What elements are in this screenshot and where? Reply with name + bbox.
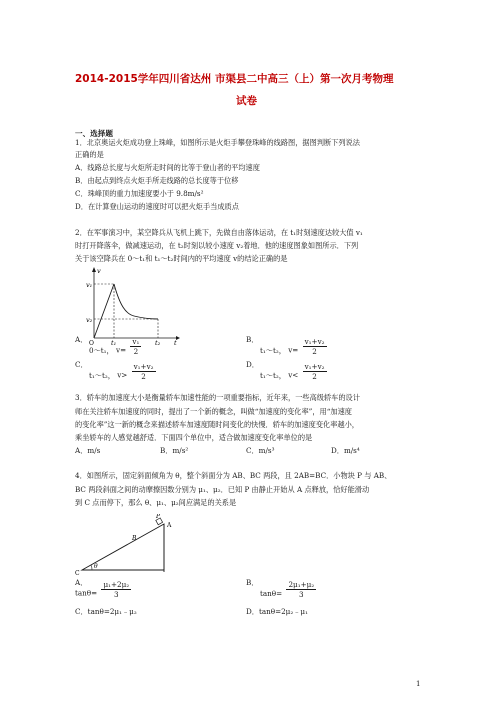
q1-option-c: C．珠峰顶的重力加速度要小于 9.8m/s²	[75, 189, 204, 198]
q1-option-d: D．在计算登山运动的速度时可以把火炬手当成质点	[75, 202, 239, 211]
q2-option-c-range: t₁～t₂，	[89, 370, 115, 380]
q2-option-d-fraction	[303, 362, 327, 381]
q2-stem-line1: 2．在军事演习中，某空降兵从飞机上跳下，先做自由落体运动，在 t₁时刻速度达较大值 v₁	[75, 228, 363, 237]
q2-stem-line3: 关于该空降兵在 0～t₁和 t₁～t₂时间内的平均速度 v的结论正确的是	[75, 254, 288, 263]
q2-option-d-num: v₁+v₂	[304, 362, 325, 371]
q3-stem-line1: 3．轿车的加速度大小是衡量轿车加速性能的一项重要指标，近年来，一些高级轿车的设计	[75, 393, 360, 402]
q4-option-c: C．tanθ=2μ₁﹣μ₂	[75, 607, 137, 616]
q2-option-c-fraction	[132, 362, 156, 381]
graph-origin: O	[89, 340, 94, 346]
q4-option-a-fraction	[101, 580, 131, 599]
q4-option-a-num: μ₁+2μ₂	[103, 580, 130, 589]
fig-label-theta: θ	[94, 563, 98, 570]
doc-title-line2: 试卷	[236, 95, 257, 107]
q3-option-c: C．m/s³	[246, 446, 275, 455]
q4-option-b-label: B．	[246, 578, 259, 587]
q2-option-b-den: 2	[312, 347, 317, 356]
q1-stem-line1: 1．北京奥运火炬成功登上珠峰，如图所示是火炬手攀登珠峰的线路图，据图判断下列说法	[75, 138, 360, 147]
q2-option-d	[246, 360, 327, 381]
q2-option-b-range: t₁～t₂，	[260, 345, 286, 355]
q2-option-b	[246, 335, 327, 356]
graph-label-t1: t₁	[111, 339, 117, 346]
q3-option-b: B．m/s²	[160, 446, 189, 455]
q2-option-a-fraction	[130, 337, 141, 356]
velocity-time-graph	[86, 266, 182, 346]
q1-option-b: B．由起点到终点火炬手所走线路的总长度等于位移	[75, 176, 239, 185]
doc-title-line1: 2014-2015学年四川省达州 市渠县二中高三（上）第一次月考物理	[75, 73, 394, 85]
q2-option-c-num: v₁+v₂	[133, 362, 154, 371]
q2-option-a-lhs: v=	[116, 345, 127, 355]
fig-label-c: C	[75, 570, 80, 577]
q4-option-a-den: 3	[114, 590, 119, 599]
fig-label-a: A	[167, 522, 172, 529]
q2-option-c	[75, 360, 156, 381]
q2-option-c-label: C．	[75, 360, 88, 369]
q2-option-a	[75, 335, 141, 356]
q4-option-b-lhs: tanθ=	[260, 588, 283, 598]
q2-option-b-lhs: v=	[288, 345, 299, 355]
q2-stem-line2: 时打开降落伞，做减速运动，在 t₂时刻以较小速度 v₂着地．他的速度图象如图所示．下列	[75, 241, 359, 250]
q3-option-a: A．m/s	[75, 446, 101, 455]
q2-option-c-den: 2	[141, 372, 146, 381]
q2-option-d-label: D．	[246, 360, 259, 369]
q1-option-a: A．线路总长度与火炬所走时间的比等于登山者的平均速度	[75, 163, 260, 172]
q4-option-b	[246, 578, 316, 599]
q4-stem-line1: 4．如图所示，固定斜面倾角为 θ，整个斜面分为 AB、BC 两段，且 2AB=BC．小物块 P 与 AB、	[75, 471, 392, 480]
q2-option-c-lhs: v>	[117, 370, 128, 380]
graph-axis-t: t	[174, 339, 177, 346]
graph-axis-v: v	[97, 267, 101, 275]
q2-option-b-num: v₁+v₂	[304, 337, 325, 346]
q3-stem-line3: 的变化率”这一新的概念来描述轿车加速度随时间变化的快慢．轿车的加速度变化率越小，	[75, 420, 359, 429]
q2-option-d-lhs: v<	[288, 370, 299, 380]
q2-option-d-den: 2	[312, 372, 317, 381]
q4-option-b-num: 2μ₁+μ₂	[288, 580, 315, 589]
q3-stem-line2: 师在关注轿车加速度的同时，提出了一个新的概念，叫做“加速度的变化率”，用“加速度	[75, 407, 352, 416]
q4-stem-line3: 到 C 点而停下，那么 θ、μ₁、μ₂间应满足的关系是	[75, 498, 237, 507]
q4-stem-line2: BC 两段斜面之间的动摩擦因数分别为 μ₁、μ₂．已知 P 由静止开始从 A 点释放，恰好能滑动	[75, 485, 370, 494]
graph-label-v1: v₁	[86, 281, 93, 289]
graph-label-t2: t₂	[155, 339, 161, 346]
section-heading: 一、选择题	[75, 129, 113, 138]
q4-option-a-lhs: tanθ=	[75, 588, 98, 598]
graph-label-v2: v₂	[86, 316, 93, 324]
q4-option-b-fraction	[286, 580, 316, 599]
q2-option-a-den: 2	[133, 347, 139, 356]
q2-option-b-fraction	[303, 337, 327, 356]
q3-stem-line4: 乘坐轿车的人感觉越舒适．下面四个单位中，适合做加速度变化率单位的是	[75, 433, 313, 442]
q2-option-a-label: A．	[75, 335, 88, 344]
q4-option-b-den: 3	[299, 590, 304, 599]
q4-option-d: D．tanθ=2μ₂﹣μ₁	[246, 607, 308, 616]
page-number: 1	[416, 680, 421, 688]
fig-label-b: B	[132, 535, 137, 542]
q1-stem-line2: 正确的是	[75, 150, 104, 159]
q2-option-b-label: B．	[246, 335, 259, 344]
q3-option-d: D．m/s⁴	[331, 446, 360, 455]
q4-option-a-label: A．	[75, 578, 88, 587]
fig-label-p: P	[156, 514, 161, 520]
q2-option-d-range: t₁～t₂，	[260, 370, 286, 380]
incline-diagram	[74, 514, 174, 578]
q2-option-a-num: v₁	[132, 337, 140, 346]
q4-option-a	[75, 578, 131, 599]
q2-option-a-range: 0～t₁，	[89, 345, 114, 355]
